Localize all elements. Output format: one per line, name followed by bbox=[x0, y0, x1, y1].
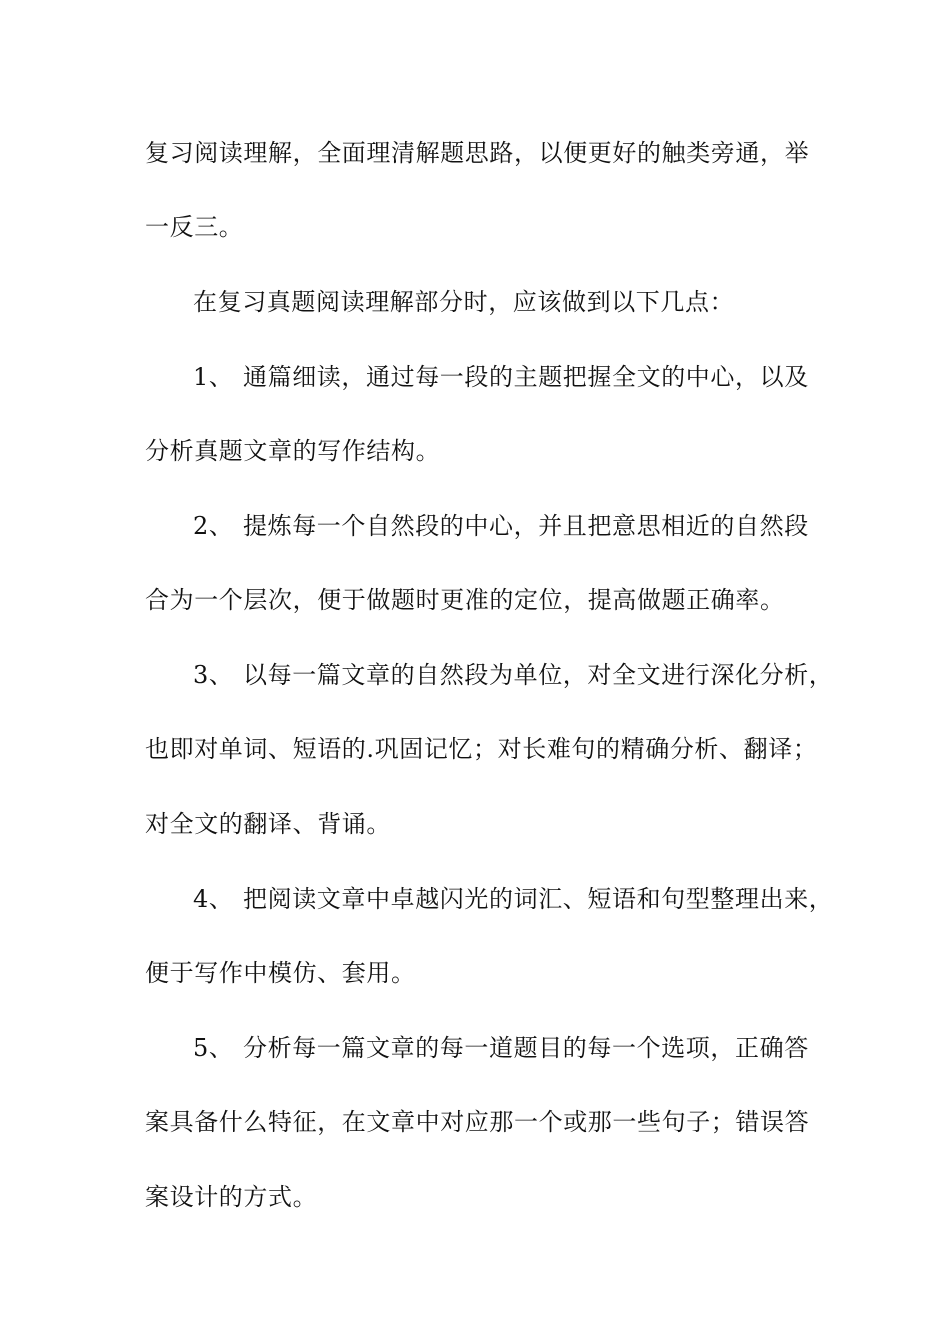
list-item-3-text: 以每一篇文章的自然段为单位，对全文进行深化分析， bbox=[243, 661, 834, 689]
list-item-4-continuation: 便于写作中模仿、套用。 bbox=[145, 959, 416, 987]
list-item-1-continuation: 分析真题文章的写作结构。 bbox=[145, 437, 441, 465]
list-item-4 bbox=[193, 883, 863, 915]
list-item-5 bbox=[193, 1032, 863, 1064]
list-item-5-continuation-2: 案设计的方式。 bbox=[145, 1183, 318, 1211]
list-item-2-continuation: 合为一个层次，便于做题时更准的定位，提高做题正确率。 bbox=[145, 586, 785, 614]
list-item-2-text: 提炼每一个自然段的中心，并且把意思相近的自然段 bbox=[243, 512, 809, 540]
paragraph-continuation-line-2: 一反三。 bbox=[145, 213, 244, 241]
list-number-4: 4、 bbox=[193, 885, 234, 913]
list-item-3-continuation-2: 对全文的翻译、背诵。 bbox=[145, 810, 391, 838]
list-item-3 bbox=[193, 659, 863, 691]
list-item-5-text: 分析每一篇文章的每一道题目的每一个选项，正确答 bbox=[243, 1034, 809, 1062]
list-item-5-continuation-1: 案具备什么特征，在文章中对应那一个或那一些句子；错误答 bbox=[145, 1108, 810, 1136]
list-item-1 bbox=[193, 361, 863, 393]
list-item-1-text: 通篇细读，通过每一段的主题把握全文的中心，以及 bbox=[243, 363, 809, 391]
list-item-3-continuation-1: 也即对单词、短语的.巩固记忆；对长难句的精确分析、翻译； bbox=[145, 735, 818, 763]
list-number-3: 3、 bbox=[193, 661, 234, 689]
list-number-5: 5、 bbox=[193, 1034, 234, 1062]
list-item-4-text: 把阅读文章中卓越闪光的词汇、短语和句型整理出来， bbox=[243, 885, 834, 913]
list-number-2: 2、 bbox=[193, 512, 234, 540]
intro-sentence: 在复习真题阅读理解部分时，应该做到以下几点： bbox=[193, 288, 735, 316]
list-item-2 bbox=[193, 510, 863, 542]
paragraph-continuation-line-1: 复习阅读理解，全面理清解题思路，以便更好的触类旁通，举 bbox=[145, 139, 810, 167]
list-number-1: 1、 bbox=[193, 363, 234, 391]
